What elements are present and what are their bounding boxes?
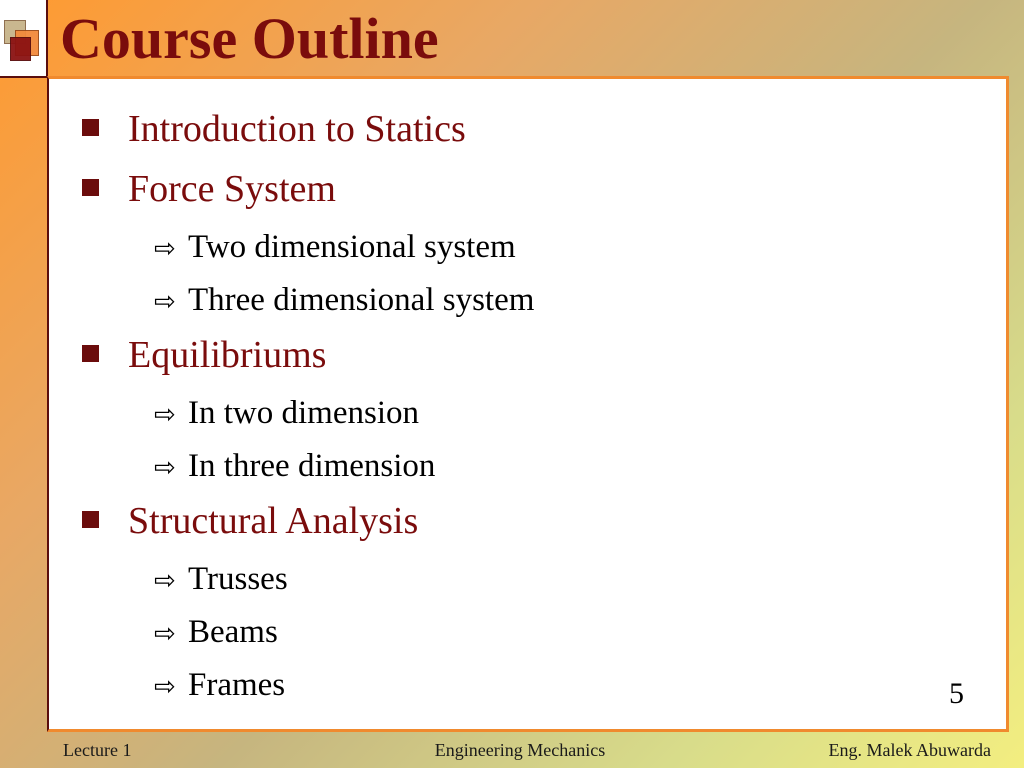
outline-subitem-label: In two dimension bbox=[188, 395, 419, 431]
right-arrow-outline-icon: ⇨ bbox=[154, 672, 176, 702]
outline-item bbox=[82, 109, 534, 169]
outline-subitem bbox=[82, 614, 534, 667]
outline-subitem-label: Frames bbox=[188, 667, 286, 703]
right-arrow-outline-icon: ⇨ bbox=[154, 619, 176, 649]
square-bullet-icon bbox=[82, 179, 99, 196]
right-arrow-outline-icon: ⇨ bbox=[154, 287, 176, 317]
outline-subitem bbox=[82, 561, 534, 614]
square-bullet-icon bbox=[82, 119, 99, 136]
footer-lecture: Lecture 1 bbox=[63, 740, 132, 760]
slide-title: Course Outline bbox=[60, 6, 439, 71]
outline-subitem bbox=[82, 282, 534, 335]
right-arrow-outline-icon: ⇨ bbox=[154, 400, 176, 430]
outline-subitem-label: Beams bbox=[188, 614, 278, 650]
outline-item-label: Equilibriums bbox=[128, 334, 327, 376]
outline-item bbox=[82, 501, 534, 561]
logo-square-maroon bbox=[10, 37, 31, 61]
outline-subitem bbox=[82, 395, 534, 448]
logo-divider bbox=[0, 76, 48, 78]
square-bullet-icon bbox=[82, 511, 99, 528]
outline-subitem-label: Trusses bbox=[188, 561, 288, 597]
outline-item bbox=[82, 335, 534, 395]
footer-author: Eng. Malek Abuwarda bbox=[828, 740, 991, 760]
outline-subitem-label: Two dimensional system bbox=[188, 229, 516, 265]
right-arrow-outline-icon: ⇨ bbox=[154, 453, 176, 483]
outline-subitem bbox=[82, 229, 534, 282]
outline-item-label: Introduction to Statics bbox=[128, 108, 466, 150]
outline-subitem bbox=[82, 667, 534, 720]
square-bullet-icon bbox=[82, 345, 99, 362]
outline-subitem-label: Three dimensional system bbox=[188, 282, 535, 318]
right-arrow-outline-icon: ⇨ bbox=[154, 234, 176, 264]
outline-subitem-label: In three dimension bbox=[188, 448, 436, 484]
slide-page-number: 5 bbox=[949, 677, 964, 710]
outline-item-label: Force System bbox=[128, 168, 336, 210]
outline-subitem bbox=[82, 448, 534, 501]
outline-item-label: Structural Analysis bbox=[128, 500, 419, 542]
outline-item bbox=[82, 169, 534, 229]
footer-course: Engineering Mechanics bbox=[434, 740, 606, 760]
content-panel bbox=[47, 76, 1009, 732]
course-outline-list bbox=[82, 109, 534, 720]
right-arrow-outline-icon: ⇨ bbox=[154, 566, 176, 596]
slide-logo bbox=[0, 0, 48, 76]
